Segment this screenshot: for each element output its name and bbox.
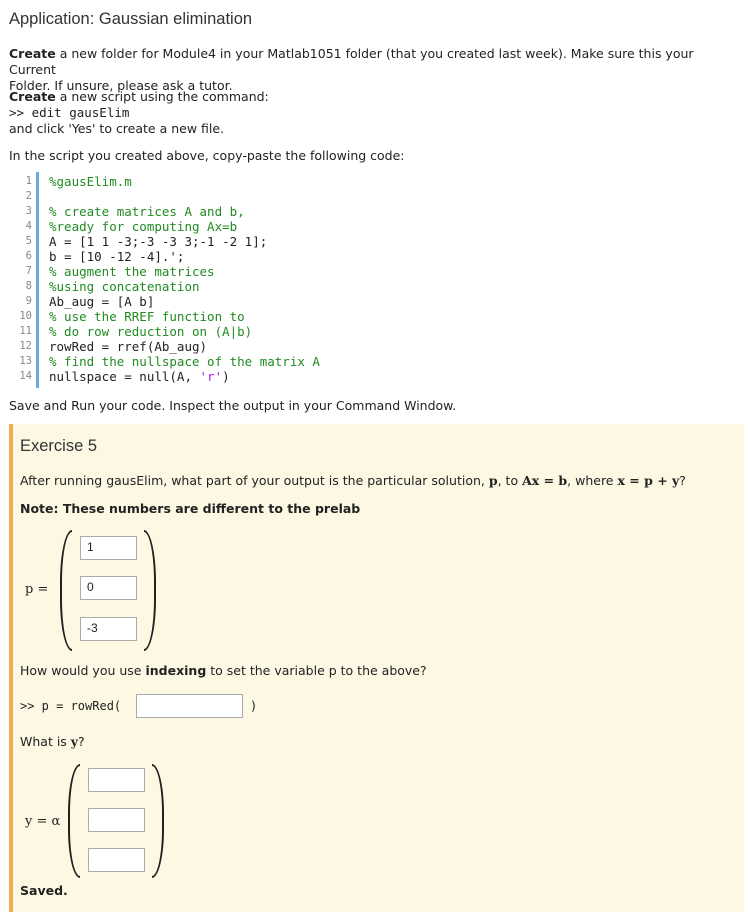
instruction-create-folder [9, 46, 744, 94]
line-number: 7 [25, 265, 32, 277]
line-number: 13 [19, 355, 32, 367]
code-line: % find the nullspace of the matrix A [49, 354, 320, 369]
code-line: % use the RREF function to [49, 309, 245, 324]
q2-text-end: to set the variable p to the above? [206, 663, 427, 678]
q3-y-symbol: y [70, 734, 79, 749]
exercise-question-3 [20, 734, 85, 750]
create-folder-text-2: Folder. If unsure, please ask a tutor. [9, 78, 233, 93]
create-script-text: a new script using the command: [55, 89, 269, 104]
p-entry-3[interactable]: -3 [80, 617, 137, 641]
q1-equation: Ax = b [522, 473, 568, 488]
code-line: % do row reduction on (A|b) [49, 324, 253, 339]
p-entry-2[interactable]: 0 [80, 576, 137, 600]
code-line [49, 369, 230, 384]
create-script-bold-label: Create [9, 89, 56, 104]
line-number: 10 [19, 310, 32, 322]
code-token: nullspace = null(A, [49, 369, 200, 384]
code-line: Ab_aug = [A b] [49, 294, 155, 309]
page-title: Application: Gaussian elimination [9, 10, 253, 28]
instruction-copy-paste: In the script you created above, copy-paste the following code: [9, 148, 405, 163]
line-number: 12 [19, 340, 32, 352]
code-line: % augment the matrices [49, 264, 215, 279]
indexing-command-suffix: ) [250, 699, 258, 713]
y-entry-1[interactable] [88, 768, 145, 792]
create-bold-label: Create [9, 46, 56, 61]
create-folder-text-1: a new folder for Module4 in your Matlab1051 folder (that you created last week). Make sure this your Current [9, 46, 694, 77]
code-line: %using concatenation [49, 279, 200, 294]
y-entry-3[interactable] [88, 848, 145, 872]
indexing-input[interactable] [136, 694, 243, 718]
line-number: 6 [25, 250, 32, 262]
instruction-save-run: Save and Run your code. Inspect the output in your Command Window. [9, 398, 457, 413]
edit-command: >> edit gausElim [9, 105, 130, 120]
line-number: 4 [25, 220, 32, 232]
line-number: 3 [25, 205, 32, 217]
q1-end: ? [679, 473, 686, 488]
exercise-note: Note: These numbers are different to the prelab [20, 501, 361, 516]
p-label: p = [25, 582, 49, 597]
line-number: 1 [25, 175, 32, 187]
instruction-create-script [9, 89, 744, 137]
exercise-title: Exercise 5 [20, 437, 98, 455]
y-label: y = α [25, 814, 61, 829]
q1-equation-2: x = p + y [617, 473, 680, 488]
code-line: A = [1 1 -3;-3 -3 3;-1 -2 1]; [49, 234, 268, 249]
saved-status: Saved. [20, 883, 68, 898]
code-line: rowRed = rref(Ab_aug) [49, 339, 208, 354]
q1-where: , where [567, 473, 618, 488]
indexing-command-prefix: >> p = rowRed( [20, 699, 122, 713]
line-number: 2 [25, 190, 32, 202]
code-listing [9, 172, 744, 388]
q3-text: What is [20, 734, 71, 749]
q1-p-symbol: p [488, 473, 498, 488]
p-entry-1[interactable]: 1 [80, 536, 137, 560]
code-token: ) [222, 369, 230, 384]
code-line: %ready for computing Ax=b [49, 219, 238, 234]
line-number: 9 [25, 295, 32, 307]
q1-mid: , to [497, 473, 523, 488]
line-number: 5 [25, 235, 32, 247]
line-number: 14 [19, 370, 32, 382]
code-line: %gausElim.m [49, 174, 132, 189]
create-script-after-text: and click 'Yes' to create a new file. [9, 121, 225, 136]
code-string-token: 'r' [199, 369, 223, 384]
q2-text: How would you use [20, 663, 146, 678]
y-entry-2[interactable] [88, 808, 145, 832]
code-line: b = [10 -12 -4].'; [49, 249, 185, 264]
line-number: 8 [25, 280, 32, 292]
exercise-question-2 [20, 663, 427, 679]
line-number-gutter [9, 172, 39, 388]
line-number: 11 [19, 325, 32, 337]
code-line: % create matrices A and b, [49, 204, 245, 219]
q2-bold: indexing [145, 663, 207, 678]
exercise-question-1 [20, 473, 735, 489]
q3-end: ? [78, 734, 85, 749]
q1-text: After running gausElim, what part of your output is the particular solution, [20, 473, 489, 488]
